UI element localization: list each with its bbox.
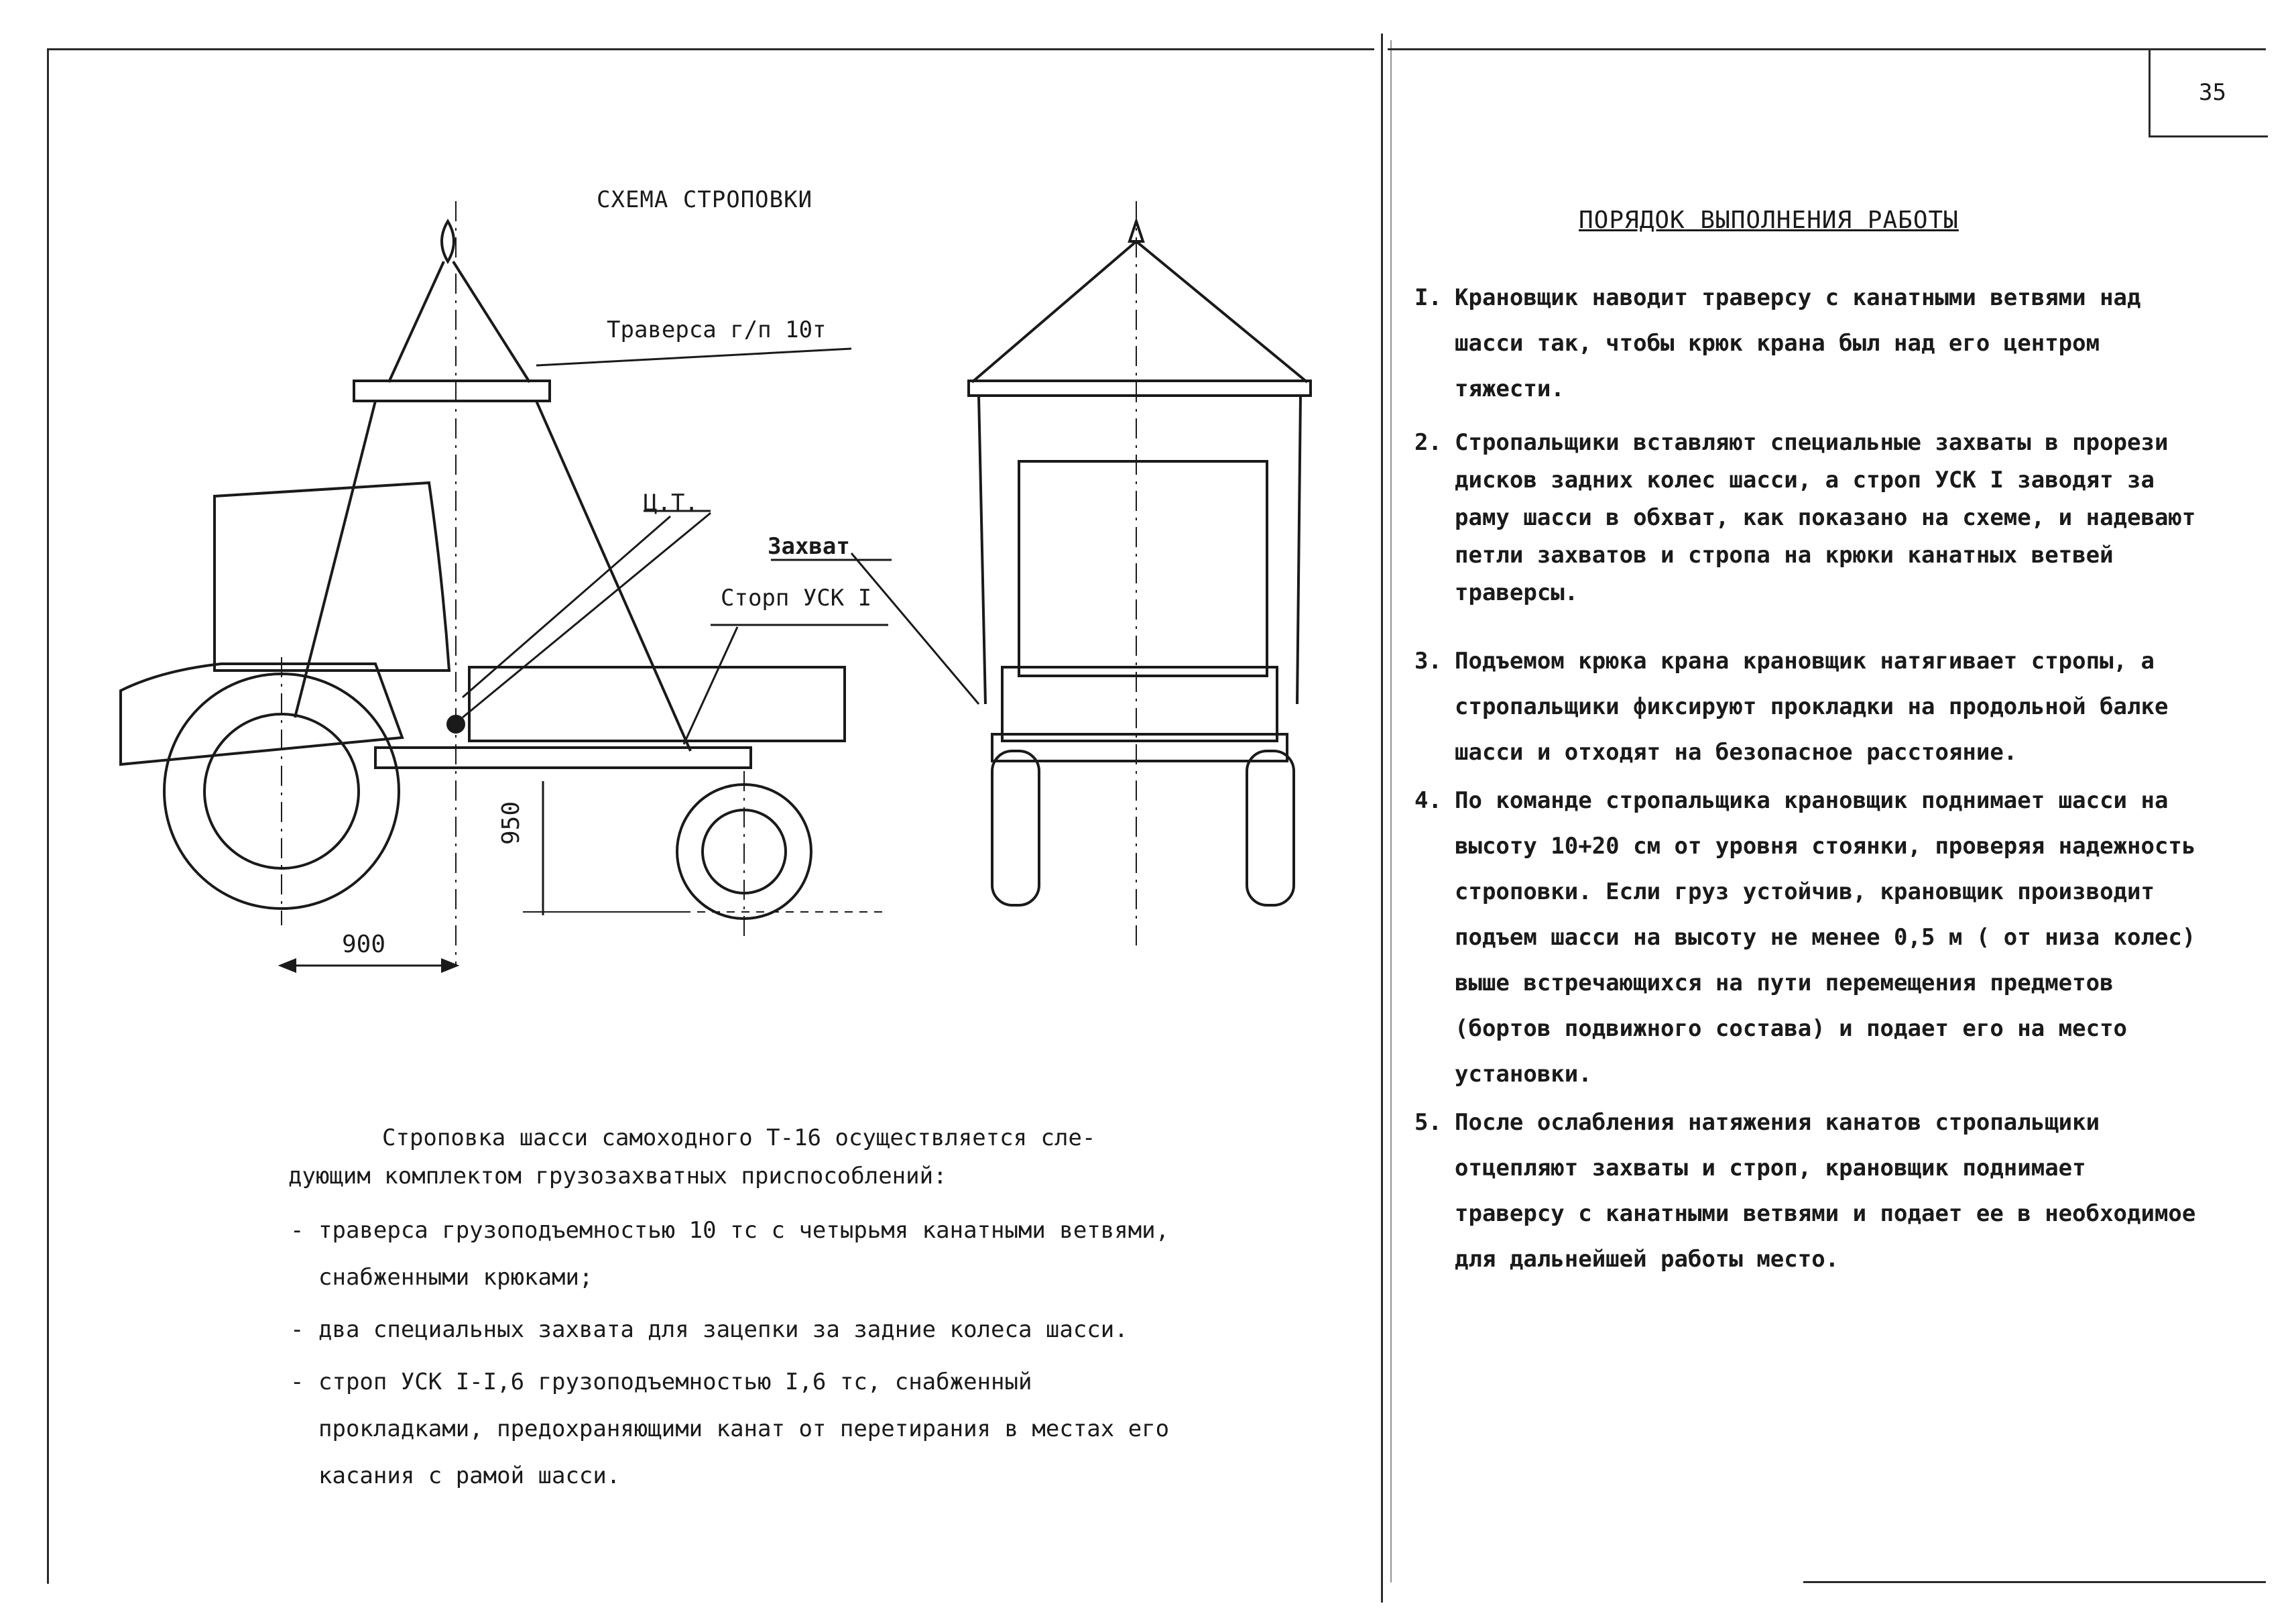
step-number: 5. <box>1414 1109 1442 1136</box>
hood-side <box>121 664 402 764</box>
page-number: 35 <box>2199 79 2226 106</box>
center-fold-line <box>1381 34 1383 1603</box>
procedure-step <box>1414 1100 2206 1282</box>
cab-rear-window <box>1019 461 1267 676</box>
platform-side <box>469 667 845 741</box>
equipment-item: - два специальных захвата для зацепки за задние колеса шасси. <box>285 1306 1183 1353</box>
bottom-right-line <box>1803 1581 2266 1583</box>
rope-left-upper <box>389 262 444 382</box>
equipment-item: - траверса грузоподъемностью 10 тс с четырьмя канатными ветвями, снабженными крюками; <box>285 1207 1183 1301</box>
label-traverse: Траверса г/п 10т <box>607 316 827 343</box>
cg-marker <box>448 716 464 732</box>
rope-rear-left <box>972 241 1136 382</box>
equipment-list <box>285 1207 1183 1505</box>
frame-rear <box>992 734 1287 761</box>
procedure-step <box>1414 424 2206 612</box>
platform-rear <box>1002 667 1277 741</box>
step-text: Крановщик наводит траверсу с канатными ветвями над шасси так, чтобы крюк крана был над его центром тяжести. <box>1455 284 2141 402</box>
step-number: 4. <box>1414 787 1442 814</box>
crane-hook-side <box>442 221 454 262</box>
traverse-beam-side <box>354 381 550 401</box>
label-sling: Сторп УСК I <box>721 585 872 612</box>
procedure-step <box>1414 638 2206 775</box>
step-text: Подъемом крюка крана крановщик натягивает стропы, а стропальщики фиксируют прокладки на продольной балке шасси и отходят на безопасное расстояние. <box>1455 648 2169 766</box>
step-text: После ослабления натяжения канатов стропальщики отцепляют захваты и строп, крановщик поднимает траверсу с канатными ветвями и подает ее в необходимое для дальнейшей работы место. <box>1455 1109 2196 1273</box>
procedure-title: ПОРЯДОК ВЫПОЛНЕНИЯ РАБОТЫ <box>1579 207 1959 234</box>
step-number: 2. <box>1414 429 1442 456</box>
step-text: Стропальщики вставляют специальные захваты в прорези дисков задних колес шасси, а строп УСК I заводят за раму шасси в обхват, как показано на схеме, и надевают петли захватов и стропа на крюки канатных ветвей траверсы. <box>1455 429 2196 606</box>
procedure-steps <box>1414 275 2206 1282</box>
procedure-step <box>1414 275 2206 412</box>
rope-cg-branch <box>463 516 670 697</box>
intro-line-2: дующим комплектом грузозахватных приспособлений: <box>288 1163 947 1190</box>
rope-front-branch <box>536 401 690 751</box>
diagram-title: СХЕМА СТРОПОВКИ <box>597 186 813 213</box>
label-center-of-gravity: Ц.Т. <box>644 489 699 516</box>
wheel-rear-right <box>1247 751 1294 905</box>
rope-rear-right <box>1136 241 1307 382</box>
intro-line-1: Строповка шасси самоходного Т-16 осуществляется сле- <box>382 1124 1096 1151</box>
rope-right-upper <box>453 262 530 382</box>
wheel-rear-left <box>992 751 1039 905</box>
step-number: I. <box>1414 284 1442 311</box>
center-fold-line-2 <box>1390 40 1392 1582</box>
dimension-width: 900 <box>342 931 386 958</box>
step-number: 3. <box>1414 648 1442 675</box>
frame-side <box>375 748 751 768</box>
dimension-height: 950 <box>497 801 525 845</box>
label-grip: Захват <box>768 533 850 560</box>
procedure-step <box>1414 778 2206 1097</box>
equipment-item: - строп УСК I-I,6 грузоподъемностью I,6 тс, снабженный прокладками, предохраняющими канат от перетирания в местах его касания с рамой шасси. <box>285 1358 1183 1499</box>
step-text: По команде стропальщика крановщик поднимает шасси на высоту 10+20 см от уровня стоянки, проверяя надежность строповки. Если груз устойчив, крановщик производит подъем шасси на высоту не менее 0,5 м ( от низа колес) выше встречающихся на пути перемещения предметов (бортов подвижного состава) и подает его на место установки. <box>1455 787 2196 1088</box>
traverse-beam-rear <box>969 381 1311 396</box>
top-border-right <box>1388 48 2266 50</box>
slinging-diagram <box>0 0 1381 1046</box>
